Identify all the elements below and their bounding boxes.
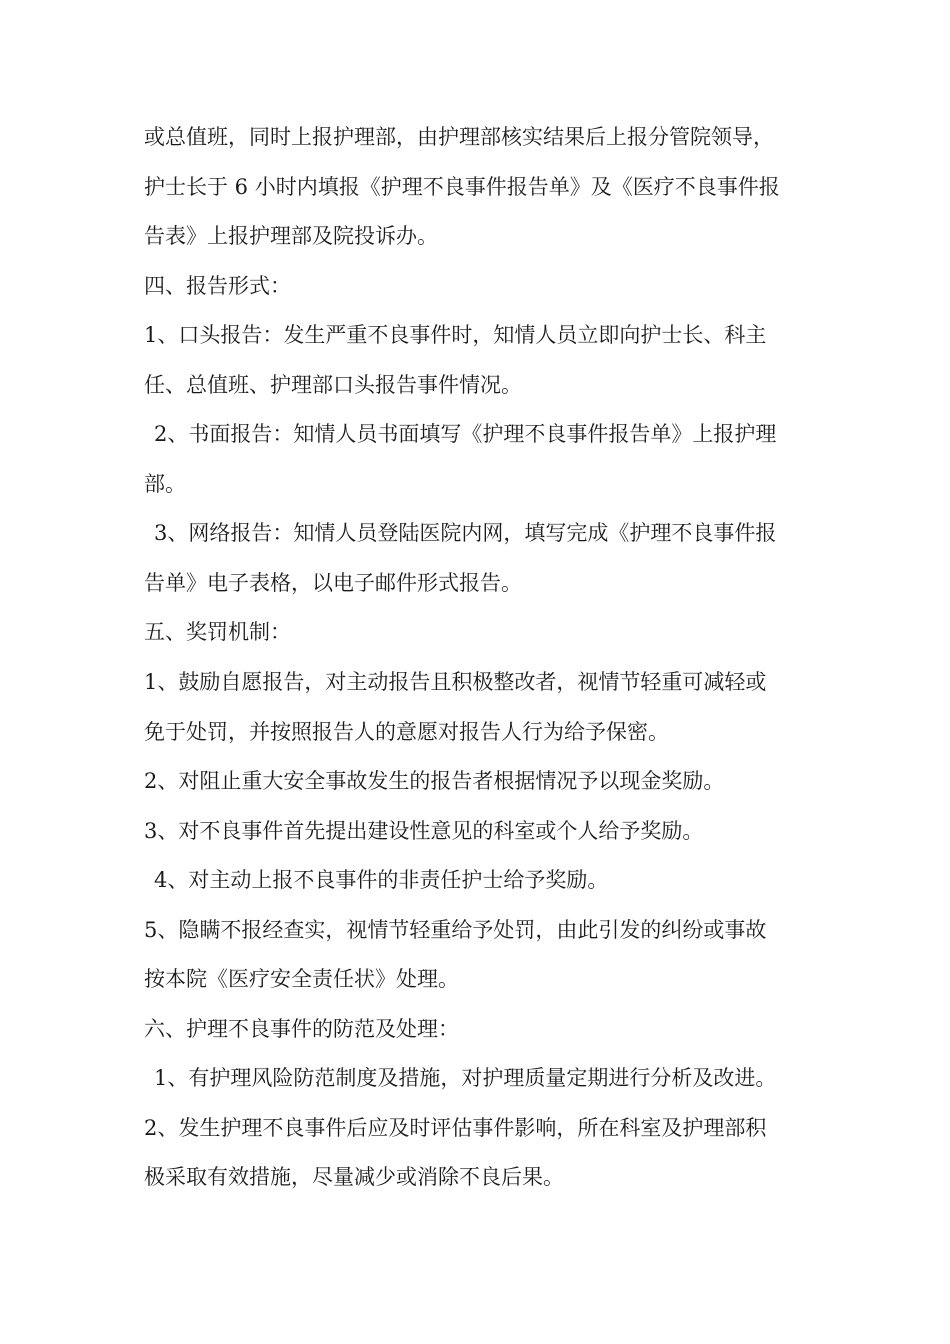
text-line: 1、鼓励自愿报告，对主动报告且积极整改者，视情节轻重可减轻或 <box>144 670 767 695</box>
text-line: 五、奖罚机制： <box>144 620 291 645</box>
text-line: 1、有护理风险防范制度及措施，对护理质量定期进行分析及改进。 <box>154 1066 777 1091</box>
text-line: 或总值班，同时上报护理部，由护理部核实结果后上报分管院领导， <box>144 125 774 149</box>
text-line: 3、网络报告：知情人员登陆医院内网，填写完成《护理不良事件报 <box>154 521 777 546</box>
text-line: 四、报告形式： <box>144 273 291 298</box>
text-line: 告单》电子表格，以电子邮件形式报告。 <box>144 570 522 595</box>
text-line: 任、总值班、护理部口头报告事件情况。 <box>144 372 522 397</box>
text-line: 六、护理不良事件的防范及处理： <box>144 1016 459 1041</box>
text-line: 2、书面报告：知情人员书面填写《护理不良事件报告单》上报护理 <box>154 422 777 447</box>
text-line: 2、对阻止重大安全事故发生的报告者根据情况予以现金奖励。 <box>144 769 725 794</box>
text-line: 极采取有效措施，尽量减少或消除不良后果。 <box>144 1165 564 1190</box>
text-line: 免于处罚，并按照报告人的意愿对报告人行为给予保密。 <box>144 719 669 744</box>
text-line: 5、隐瞒不报经查实，视情节轻重给予处罚，由此引发的纠纷或事故 <box>144 917 767 942</box>
text-line: 3、对不良事件首先提出建设性意见的科室或个人给予奖励。 <box>144 818 704 843</box>
text-line: 1、口头报告：发生严重不良事件时，知情人员立即向护士长、科主 <box>144 323 767 348</box>
text-line: 4、对主动上报不良事件的非责任护士给予奖励。 <box>154 868 609 893</box>
text-line: 护士长于 6 小时内填报《护理不良事件报告单》及《医疗不良事件报 <box>144 174 780 199</box>
document-body <box>144 113 824 1203</box>
text-line: 告表》上报护理部及院投诉办。 <box>144 224 438 249</box>
text-line: 2、发生护理不良事件后应及时评估事件影响，所在科室及护理部积 <box>144 1115 767 1140</box>
text-line: 部。 <box>144 471 186 496</box>
text-line: 按本院《医疗安全责任状》处理。 <box>144 967 459 992</box>
